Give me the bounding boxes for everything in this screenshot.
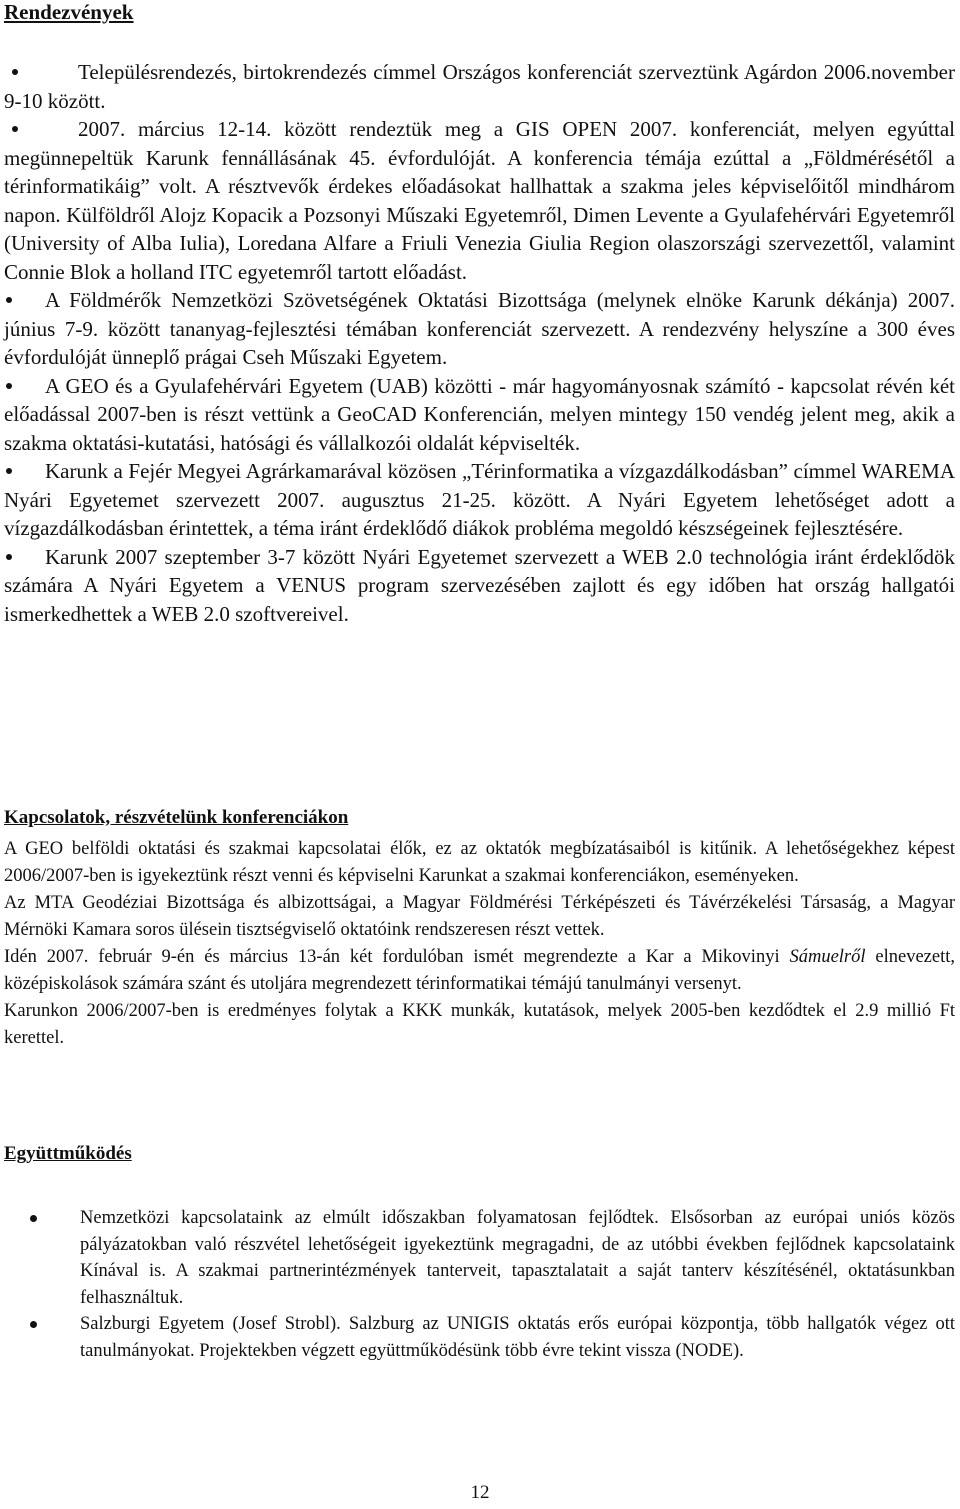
paragraph: A GEO belföldi oktatási és szakmai kapcsolatai élők, ez az oktatók megbízatásaiból is kitűnik. A lehetőségekhez képest 2006/2007-ben is igyekeztünk részt venni és képviselni Karunkat a szakmai konferenciákon, eseményeken. [4,839,955,886]
page-number: 12 [470,1482,490,1503]
bullet-icon [4,286,45,315]
bullet-icon [4,372,45,401]
bullet-icon [4,457,45,486]
bullet-item: 2007. március 12-14. között rendeztük meg a GIS OPEN 2007. konferenciát, melyen egyúttal megünnepeltük Karunk fennállásának 45. évfordulóját. A konferencia témája ezúttal a „Földmérésétől a térinformatikáig” volt. A résztvevők érdekes előadásokat hallhattak a szakma jeles képviselőitől mindhárom napon. Külföldről Alojz Kopacik a Pozsonyi Műszaki Egyetemről, Dimen Levente a Gyulafehérvári Egyetemről (University of Alba Iulia), Loredana Alfare a Friuli Venezia Giulia Region olaszországi szervezettől, valamint Connie Blok a holland ITC egyetemről tartott előadást. [4,117,955,284]
paragraph: Karunkon 2006/2007-ben is eredményes folytak a KKK munkák, kutatások, melyek 2005-ben kezdődtek el 2.9 millió Ft kerettel. [4,1001,955,1048]
section-title-kapcsolatok: Kapcsolatok, részvételünk konferenciákon [4,807,349,828]
bullet-item: Településrendezés, birtokrendezés címmel Országos konferenciát szerveztünk Agárdon 2006.november 9-10 között. [4,60,955,113]
section-rendezvenyek [4,58,955,628]
bullet-icon [4,58,78,87]
bullet-item: A Földmérők Nemzetközi Szövetségének Oktatási Bizottsága (melynek elnöke Karunk dékánja) 2007. június 7-9. között tananyag-fejlesztési témában konferenciát szervezett. A rendezvény helyszíne a 300 éves évfordulóját ünneplő prágai Cseh Műszaki Egyetem. [4,288,955,369]
bullet-item: A GEO és a Gyulafehérvári Egyetem (UAB) közötti - már hagyományosnak számító - kapcsolat révén két előadással 2007-ben is részt vettünk a GeoCAD Konferencián, melyen mintegy 150 vendég jelent meg, akik a szakma oktatási-kutatási, hatósági és vállalkozói oldalát képviselték. [4,373,955,455]
bullet-item: Karunk 2007 szeptember 3-7 között Nyári Egyetemet szervezett a WEB 2.0 technológia iránt érdeklődök számára A Nyári Egyetem a VENUS program szervezésében zajlott és egy időben hat ország hallgatói ismerkedhettek a WEB 2.0 szoftvereivel. [4,544,955,626]
bullet-icon [30,1321,37,1328]
list-item: Salzburgi Egyetem (Josef Strobl). Salzburg az UNIGIS oktatás erős európai központja, több hallgatók végez ott tanulmányokat. Projektekben végzett együttműködésünk több évre tekint vissza (NODE). [80,1311,955,1364]
paragraph: Idén 2007. február 9-én és március 13-án két fordulóban ismét megrendezte a Kar a Mikovinyi Sámuelről elnevezett, középiskolások számára szánt és utoljára megrendezett térinformatikai témájú tanulmányi versenyt. [4,947,955,994]
bullet-icon [30,1215,37,1222]
section-egyuttmukodes [80,1205,955,1364]
section-title-egyuttmukodes: Együttműködés [4,1143,132,1164]
list-item: Nemzetközi kapcsolataink az elmúlt időszakban folyamatosan fejlődtek. Elsősorban az európai uniós közös pályázatokban való részvétel lehetőségeit igyekeztünk megragadni, de az utóbbi években fejlődnek kapcsolataink Kínával is. A szakmai partnerintézmények tanterveit, tapasztalatait a saját tanterv készítésénél, oktatásunkban felhasználtuk. [80,1205,955,1311]
bullet-icon [4,543,45,572]
section-title-rendezvenyek: Rendezvények [4,0,134,24]
bullet-icon [4,115,78,144]
bullet-item: Karunk a Fejér Megyei Agrárkamarával közösen „Térinformatika a vízgazdálkodásban” címmel WAREMA Nyári Egyetemet szervezett 2007. augusztus 21-25. között. A Nyári Egyetem lehetőséget adott a vízgazdálkodásban érintettek, a téma iránt érdeklődő diákok probléma megoldó készségeinek fejlesztésére. [4,459,955,540]
paragraph: Az MTA Geodéziai Bizottsága és albizottságai, a Magyar Földmérési Térképészeti és Távérzékelési Társaság, a Magyar Mérnöki Kamara soros ülésein tisztségviselő oktatóink rendszeresen részt vettek. [4,893,955,940]
section-kapcsolatok [4,836,955,1052]
